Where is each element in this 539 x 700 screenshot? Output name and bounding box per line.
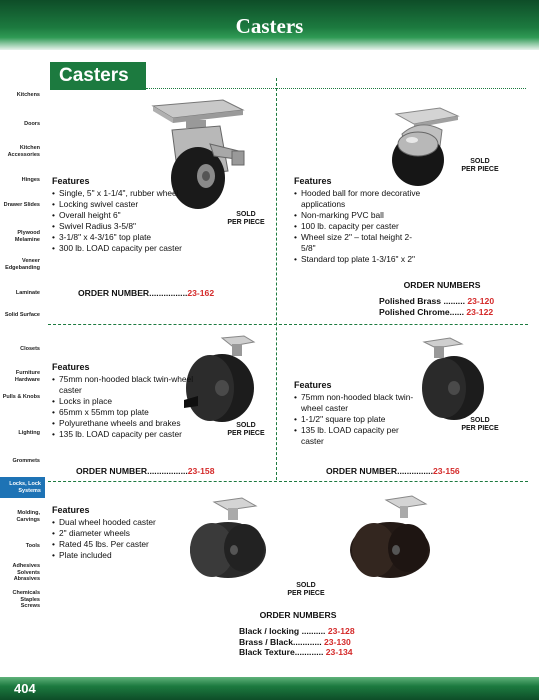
order-label: ORDER NUMBER................ xyxy=(78,288,188,298)
sidebar-item-hinges[interactable]: Hinges xyxy=(21,177,40,183)
sidebar-item-kitchen-accessories[interactable]: Kitchen Accessories xyxy=(7,145,40,158)
order-code: 23-134 xyxy=(325,647,353,657)
sold-label: SOLD xyxy=(296,582,316,589)
title-divider xyxy=(146,88,526,89)
sidebar-item-locks-lock-systems[interactable]: Locks, Lock Systems xyxy=(0,477,45,498)
order-code: 23-158 xyxy=(187,466,215,476)
features-list-4 xyxy=(294,380,419,447)
feature-item: • 65mm x 55mm top plate xyxy=(52,407,202,418)
sidebar-item-molding-carvings[interactable]: Molding, Carvings xyxy=(16,510,40,523)
features-title: Features xyxy=(294,380,332,390)
sidebar-item-laminate[interactable]: Laminate xyxy=(15,290,40,296)
features-list-5 xyxy=(52,505,182,561)
footer-band xyxy=(0,677,539,700)
feature-item: • 75mm non-hooded black twin-wheel caster xyxy=(52,374,202,396)
sold-per-piece-4 xyxy=(454,417,506,433)
order-label: ORDER NUMBER................. xyxy=(76,466,188,476)
per-piece-label: PER PIECE xyxy=(287,590,325,597)
feature-item: • 300 lb. LOAD capacity per caster xyxy=(52,243,202,254)
sold-label: SOLD xyxy=(236,211,256,218)
per-piece-label: PER PIECE xyxy=(461,166,499,173)
sold-per-piece-1 xyxy=(218,211,274,227)
features-title: Features xyxy=(294,176,332,186)
order-number-3 xyxy=(76,466,215,476)
features-title: Features xyxy=(52,505,90,515)
feature-item: • Swivel Radius 3-5/8" xyxy=(52,221,202,232)
feature-item: • Dual wheel hooded caster xyxy=(52,517,182,528)
order-numbers-table-5 xyxy=(239,626,355,658)
sidebar-item-tools[interactable]: Tools xyxy=(25,543,40,549)
sidebar-item-pulls-knobs[interactable]: Pulls & Knobs xyxy=(2,394,40,400)
feature-item: • 3-1/8" x 4-3/16" top plate xyxy=(52,232,202,243)
sold-label: SOLD xyxy=(236,422,256,429)
sold-label: SOLD xyxy=(470,417,490,424)
order-number-1 xyxy=(78,288,214,298)
order-label: Brass / Black............ xyxy=(239,636,322,647)
order-row-black-locking xyxy=(239,626,355,637)
order-row-black-texture xyxy=(239,647,355,658)
sold-per-piece-3 xyxy=(218,422,274,438)
per-piece-label: PER PIECE xyxy=(461,425,499,432)
sidebar-item-doors[interactable]: Doors xyxy=(24,121,40,127)
feature-item: • Non-marking PVC ball xyxy=(294,210,424,221)
section-title: Casters xyxy=(50,62,146,90)
sidebar-item-kitchens[interactable]: Kitchens xyxy=(16,92,40,98)
sidebar-item-veneer-edgebanding[interactable]: Veneer Edgebanding xyxy=(5,258,40,271)
caster-image-twin-wheel xyxy=(414,338,488,422)
column-divider xyxy=(276,78,277,480)
sidebar-item-adhesives[interactable]: Adhesives Solvents Abrasives xyxy=(12,563,40,582)
order-code: 23-156 xyxy=(432,466,460,476)
sidebar-item-chemicals[interactable]: Chemicals Staples Screws xyxy=(12,590,40,609)
order-numbers-table-2 xyxy=(379,296,494,317)
feature-item: • Rated 45 lbs. Per caster xyxy=(52,539,182,550)
order-row-polished-brass xyxy=(379,296,494,307)
sidebar-item-plywood-melamine[interactable]: Plywood Melamine xyxy=(14,230,40,243)
caster-image-dual-wheel-brass xyxy=(346,496,436,580)
order-label: ORDER NUMBER............... xyxy=(326,466,433,476)
order-label: Black Texture............ xyxy=(239,647,324,657)
order-code: 23-128 xyxy=(327,626,355,636)
order-label: Polished Chrome...... xyxy=(379,306,464,317)
header-band xyxy=(0,0,539,50)
row-divider-1 xyxy=(48,324,528,325)
page-header-title: Casters xyxy=(235,14,304,38)
feature-item: • Single, 5" x 1-1/4", rubber wheel xyxy=(52,188,202,199)
feature-item: • Plate included xyxy=(52,550,182,561)
features-title: Features xyxy=(52,176,90,186)
feature-item: • 100 lb. capacity per caster xyxy=(294,221,424,232)
sold-label: SOLD xyxy=(470,158,490,165)
features-list-1 xyxy=(52,176,202,254)
order-row-polished-chrome xyxy=(379,307,494,318)
sidebar-item-lighting[interactable]: Lighting xyxy=(18,430,40,436)
feature-item: • Hooded ball for more decorative applications xyxy=(294,188,424,210)
order-code: 23-120 xyxy=(467,296,495,306)
feature-item: • 135 lb. LOAD capacity per caster xyxy=(294,425,419,447)
feature-item: • 1-1/2" square top plate xyxy=(294,414,419,425)
feature-item: • Overall height 6" xyxy=(52,210,202,221)
sidebar-item-furniture-hardware[interactable]: Furniture Hardware xyxy=(14,370,40,383)
features-list-3 xyxy=(52,362,202,440)
sidebar-item-solid-surface[interactable]: Solid Surface xyxy=(4,312,40,318)
feature-item: • 2" diameter wheels xyxy=(52,528,182,539)
order-code: 23-122 xyxy=(466,306,494,317)
per-piece-label: PER PIECE xyxy=(227,430,265,437)
page-number: 404 xyxy=(14,681,36,696)
sold-per-piece-5 xyxy=(280,582,332,598)
row-divider-2 xyxy=(48,481,528,482)
features-title: Features xyxy=(52,362,90,372)
sidebar-item-closets[interactable]: Closets xyxy=(20,346,40,352)
order-numbers-title-5: ORDER NUMBERS xyxy=(259,610,337,620)
features-list-2 xyxy=(294,176,424,265)
feature-item: • Polyurethane wheels and brakes xyxy=(52,418,202,429)
per-piece-label: PER PIECE xyxy=(227,219,265,226)
caster-image-dual-wheel-black xyxy=(184,498,274,580)
order-code: 23-162 xyxy=(187,288,215,298)
feature-item: • 135 lb. LOAD capacity per caster xyxy=(52,429,202,440)
feature-item: • Locks in place xyxy=(52,396,202,407)
order-number-4 xyxy=(326,466,460,476)
order-row-brass-black xyxy=(239,637,355,648)
sidebar-nav xyxy=(0,50,45,677)
order-label: Black / locking .......... xyxy=(239,626,326,636)
feature-item: • Standard top plate 1-3/16" x 2" xyxy=(294,254,424,265)
sidebar-item-drawer-slides[interactable]: Drawer Slides xyxy=(3,202,40,208)
sidebar-item-grommets[interactable]: Grommets xyxy=(12,458,40,464)
order-code: 23-130 xyxy=(324,636,351,647)
feature-item: • 75mm non-hooded black twin-wheel caster xyxy=(294,392,419,414)
order-numbers-title-2: ORDER NUMBERS xyxy=(403,280,481,290)
feature-item: • Wheel size 2" – total height 2-5/8" xyxy=(294,232,424,254)
feature-item: • Locking swivel caster xyxy=(52,199,202,210)
sold-per-piece-2 xyxy=(454,158,506,174)
order-label: Polished Brass ......... xyxy=(379,296,465,306)
